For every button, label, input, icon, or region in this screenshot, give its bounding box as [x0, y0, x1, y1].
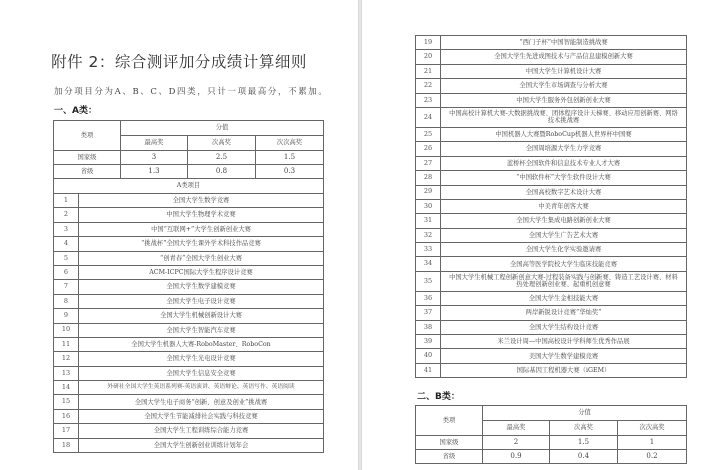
item-name: 全国大学生智能汽车竞赛: [79, 323, 324, 337]
col-header-top-award: 最高奖: [483, 421, 550, 436]
score-cell: 0.3: [256, 165, 324, 179]
category-header: 类项: [54, 121, 121, 151]
item-name: “创青春”全国大学生创业大赛: [79, 251, 324, 265]
item-number: 27: [416, 156, 441, 170]
col-header-top-award: 最高奖: [121, 136, 188, 151]
item-number: 32: [416, 228, 441, 242]
item-name: 中国“互联网+”大学生创新创业大赛: [79, 222, 324, 236]
item-number: 26: [416, 142, 441, 156]
item-name: 全国高等医学院校大学生临床技能竞赛: [441, 257, 687, 271]
intro-text: 加分项目分为A、B、C、D四类，只计一项最高分，不累加。: [54, 87, 329, 97]
item-name: 全国周培源大学生力学竞赛: [441, 142, 687, 156]
col-header-third-award: 次次高奖: [256, 136, 324, 151]
score-cell: 0.4: [550, 450, 618, 464]
item-number: 1: [54, 194, 79, 208]
row-level-national: 国家级: [416, 436, 483, 450]
item-name: 全国大学生创新创业训练计划年会: [79, 438, 324, 452]
item-number: 7: [54, 280, 79, 294]
item-number: 25: [416, 127, 441, 141]
item-number: 40: [416, 349, 441, 363]
document-title: 附件 2：综合测评加分成绩计算细则: [51, 53, 307, 71]
item-name: 全国大学生光电设计竞赛: [79, 352, 324, 366]
item-number: 5: [54, 251, 79, 265]
category-header: 类项: [416, 406, 483, 436]
item-name: 中美青年创客大赛: [441, 199, 687, 213]
a-class-items-table-part1: [53, 178, 324, 453]
item-name: ACM-ICPC国际大学生程序设计竞赛: [79, 265, 324, 279]
b-class-score-table: [415, 405, 687, 464]
item-name: 中国机器人大赛暨RoboCup机器人世界杯中国赛: [441, 127, 687, 141]
row-level-national: 国家级: [54, 151, 121, 165]
item-number: 35: [416, 271, 441, 291]
item-number: 15: [54, 395, 79, 409]
item-name: 中国高校计算机大赛-大数据挑战赛、团体程序设计天梯赛、移动应用创新赛、网络技术挑战赛: [441, 107, 687, 127]
item-name: 全国大学生信息安全竞赛: [79, 366, 324, 380]
item-number: 16: [54, 409, 79, 423]
item-name: 米兰设计周—中国高校设计学科师生优秀作品展: [441, 335, 687, 349]
score-header: 分值: [483, 406, 687, 421]
score-cell: 1.5: [256, 151, 324, 165]
item-number: 36: [416, 291, 441, 305]
item-number: 23: [416, 93, 441, 107]
col-header-second-award: 次高奖: [188, 136, 256, 151]
item-number: 31: [416, 214, 441, 228]
item-number: 4: [54, 237, 79, 251]
item-number: 2: [54, 208, 79, 222]
item-number: 24: [416, 107, 441, 127]
score-header: 分值: [121, 121, 324, 136]
col-header-second-award: 次高奖: [550, 421, 618, 436]
item-name: 全国大学生市场调查与分析大赛: [441, 79, 687, 93]
item-name: 全国大学生电子设计竞赛: [79, 294, 324, 308]
score-cell: 1: [618, 436, 687, 450]
item-name: 全国大学生数学建模竞赛: [79, 280, 324, 294]
score-cell: 3: [121, 151, 188, 165]
row-level-provincial: 省级: [416, 450, 483, 464]
item-number: 11: [54, 337, 79, 351]
item-name: “西门子杯”中国智能制造挑战赛: [441, 36, 687, 50]
score-cell: 1.5: [550, 436, 618, 450]
item-name: 全国大学生数学竞赛: [79, 194, 324, 208]
item-name: 全国大学生机器人大赛-RoboMaster、RoboCon: [79, 337, 324, 351]
item-number: 13: [54, 366, 79, 380]
item-name: 全国大学生电子商务“创新、创意及创业”挑战赛: [79, 395, 324, 409]
item-number: 30: [416, 199, 441, 213]
item-name: 全国大学生广告艺术大赛: [441, 228, 687, 242]
item-name: 中国大学生机械工程创新创意大赛-过程装备实践与创新赛、铸造工艺设计赛、材料热处理创新创业赛、起重机创意赛: [441, 271, 687, 291]
item-name: 全国大学生工程训练综合能力竞赛: [79, 424, 324, 438]
a-items-header: A类项目: [54, 179, 324, 194]
item-number: 20: [416, 50, 441, 64]
item-name: 全国大学生集成电路创新创业大赛: [441, 214, 687, 228]
item-number: 39: [416, 335, 441, 349]
item-number: 17: [54, 424, 79, 438]
item-number: 29: [416, 185, 441, 199]
item-number: 6: [54, 265, 79, 279]
item-name: 中国大学生物理学术竞赛: [79, 208, 324, 222]
item-number: 33: [416, 243, 441, 257]
item-number: 41: [416, 363, 441, 377]
row-level-provincial: 省级: [54, 165, 121, 179]
item-number: 37: [416, 306, 441, 320]
item-number: 12: [54, 352, 79, 366]
item-name: 全国大学生节能减排社会实践与科技竞赛: [79, 409, 324, 423]
a-class-score-table: [53, 120, 324, 179]
item-name: 蓝桥杯全国软件和信息技术专业人才大赛: [441, 156, 687, 170]
item-name: “中国软件杯”大学生软件设计大赛: [441, 171, 687, 185]
item-number: 22: [416, 79, 441, 93]
score-cell: 1.3: [121, 165, 188, 179]
item-number: 14: [54, 381, 79, 395]
score-cell: 0.9: [483, 450, 550, 464]
item-number: 38: [416, 320, 441, 334]
section-b-heading: 二、B类：: [417, 392, 460, 402]
item-name: 中国大学生服务外包创新创业大赛: [441, 93, 687, 107]
section-a-heading: 一、A类：: [54, 106, 97, 116]
item-number: 28: [416, 171, 441, 185]
col-header-third-award: 次次高奖: [618, 421, 687, 436]
item-name: “挑战杯”全国大学生课外学术科技作品竞赛: [79, 237, 324, 251]
item-name: 国际基因工程机器大赛（iGEM）: [441, 363, 687, 377]
item-name: 全国大学生先进成图技术与产品信息建模创新大赛: [441, 50, 687, 64]
item-number: 8: [54, 294, 79, 308]
item-name: 全国大学生化学实验邀请赛: [441, 243, 687, 257]
item-number: 19: [416, 36, 441, 50]
item-name: 中国大学生计算机设计大赛: [441, 64, 687, 78]
item-name: 全国大学生机械创新设计大赛: [79, 309, 324, 323]
score-cell: 0.2: [618, 450, 687, 464]
a-class-items-table-part2: [415, 35, 687, 378]
item-name: 外研社全国大学生英语系列赛-英语演讲、英语辩论、英语写作、英语阅读: [79, 381, 324, 395]
item-number: 18: [54, 438, 79, 452]
score-cell: 2.5: [188, 151, 256, 165]
item-number: 21: [416, 64, 441, 78]
item-number: 10: [54, 323, 79, 337]
item-number: 34: [416, 257, 441, 271]
item-name: 全国高校数字艺术设计大赛: [441, 185, 687, 199]
score-cell: 2: [483, 436, 550, 450]
item-number: 3: [54, 222, 79, 236]
item-name: 全国大学生结构设计竞赛: [441, 320, 687, 334]
item-number: 9: [54, 309, 79, 323]
item-name: 全国大学生金相技能大赛: [441, 291, 687, 305]
item-name: 美国大学生数学建模竞赛: [441, 349, 687, 363]
item-name: 两岸新锐设计竞赛“华灿奖”: [441, 306, 687, 320]
score-cell: 0.8: [188, 165, 256, 179]
